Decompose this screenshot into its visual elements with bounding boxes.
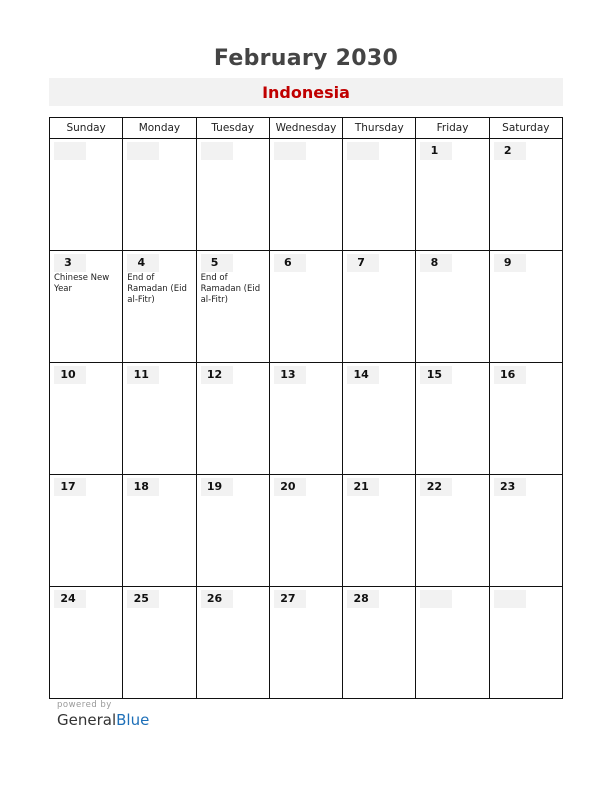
day-number-box <box>201 254 233 272</box>
day-number: 7 <box>357 256 365 269</box>
powered-by-text: powered by <box>57 700 112 710</box>
day-number-box <box>201 142 233 160</box>
day-number: 17 <box>60 480 76 493</box>
day-number-box <box>420 254 452 272</box>
day-number-box <box>54 142 86 160</box>
logo-blue-text: Blue <box>116 711 150 729</box>
day-number: 1 <box>430 144 439 157</box>
branding <box>57 700 149 729</box>
day-cell[interactable] <box>416 363 489 475</box>
day-number-box <box>54 590 86 608</box>
day-cell[interactable] <box>269 475 342 587</box>
day-cell[interactable] <box>343 251 416 363</box>
day-number: 27 <box>280 592 296 605</box>
day-cell[interactable] <box>269 251 342 363</box>
week-row <box>50 363 563 475</box>
day-cell[interactable] <box>123 587 196 699</box>
day-number-box <box>347 590 379 608</box>
day-number: 21 <box>353 480 369 493</box>
day-number-box <box>127 142 159 160</box>
day-number: 23 <box>500 480 516 493</box>
day-number: 26 <box>206 592 223 605</box>
day-cell[interactable] <box>269 587 342 699</box>
day-number: 24 <box>60 592 76 605</box>
day-cell[interactable] <box>416 251 489 363</box>
country-name: Indonesia <box>262 83 350 102</box>
calendar-grid <box>49 117 563 699</box>
day-number: 10 <box>60 368 76 381</box>
day-cell[interactable] <box>50 475 123 587</box>
week-row <box>50 475 563 587</box>
day-number-box <box>494 366 526 384</box>
day-cell[interactable] <box>196 475 269 587</box>
day-cell[interactable] <box>489 251 562 363</box>
day-number-box <box>347 366 379 384</box>
day-number-box <box>274 478 306 496</box>
day-number-box <box>494 590 526 608</box>
day-cell[interactable] <box>50 587 123 699</box>
day-number-box <box>420 478 452 496</box>
weekday-header: Wednesday <box>269 118 342 139</box>
weekday-header: Friday <box>416 118 489 139</box>
day-cell[interactable] <box>123 475 196 587</box>
day-cell[interactable] <box>343 587 416 699</box>
day-number-box <box>494 254 526 272</box>
day-cell[interactable] <box>50 363 123 475</box>
weekday-header: Thursday <box>343 118 416 139</box>
day-number: 8 <box>430 256 439 269</box>
day-number-box <box>127 478 159 496</box>
day-cell[interactable] <box>196 251 269 363</box>
day-number: 18 <box>133 480 149 493</box>
day-number-box <box>494 478 526 496</box>
day-cell[interactable] <box>489 475 562 587</box>
weekday-header: Tuesday <box>196 118 269 139</box>
day-number: 19 <box>206 480 223 493</box>
day-cell[interactable] <box>269 363 342 475</box>
logo-general-text: General <box>57 711 117 729</box>
day-number-box <box>347 478 379 496</box>
day-number-box <box>347 254 379 272</box>
day-number: 15 <box>426 368 443 381</box>
week-row <box>50 251 563 363</box>
day-number: 12 <box>206 368 223 381</box>
page-title: February 2030 <box>213 46 399 71</box>
day-number: 11 <box>133 368 149 381</box>
day-cell[interactable] <box>416 475 489 587</box>
weekday-header-row <box>50 118 563 139</box>
day-cell[interactable] <box>343 139 416 251</box>
week-row <box>50 587 563 699</box>
day-number-box <box>420 590 452 608</box>
day-cell[interactable] <box>343 475 416 587</box>
day-cell[interactable] <box>196 139 269 251</box>
day-number: 6 <box>284 256 292 269</box>
day-number: 28 <box>353 592 369 605</box>
day-number-box <box>127 366 159 384</box>
day-cell[interactable] <box>489 139 562 251</box>
generalblue-logo[interactable] <box>57 711 149 729</box>
day-cell[interactable] <box>123 251 196 363</box>
day-number-box <box>274 590 306 608</box>
day-cell[interactable] <box>269 139 342 251</box>
day-number-box <box>420 366 452 384</box>
weekday-header: Sunday <box>50 118 123 139</box>
day-number: 3 <box>64 256 72 269</box>
day-number: 16 <box>500 368 516 381</box>
weekday-header: Monday <box>123 118 196 139</box>
day-number: 9 <box>503 256 512 269</box>
day-number-box <box>494 142 526 160</box>
day-cell[interactable] <box>196 363 269 475</box>
day-cell[interactable] <box>50 139 123 251</box>
day-cell[interactable] <box>489 587 562 699</box>
day-number: 5 <box>210 256 219 269</box>
day-number: 2 <box>503 144 512 157</box>
day-number-box <box>274 142 306 160</box>
day-number-box <box>127 254 159 272</box>
holiday-label: End of Ramadan (Eid al-Fitr) <box>200 273 261 305</box>
day-number-box <box>201 590 233 608</box>
day-number: 4 <box>137 256 146 269</box>
holiday-label: End of Ramadan (Eid al-Fitr) <box>127 273 187 305</box>
day-number-box <box>127 590 159 608</box>
day-cell[interactable] <box>416 587 489 699</box>
weekday-header: Saturday <box>489 118 562 139</box>
day-number-box <box>54 478 86 496</box>
day-number-box <box>54 366 86 384</box>
day-number-box <box>201 366 233 384</box>
day-cell[interactable] <box>489 363 562 475</box>
holiday-label: Chinese New Year <box>54 273 110 294</box>
day-cell[interactable] <box>50 251 123 363</box>
day-cell[interactable] <box>416 139 489 251</box>
day-number: 25 <box>133 592 149 605</box>
day-number: 14 <box>353 368 369 381</box>
day-cell[interactable] <box>343 363 416 475</box>
day-number-box <box>201 478 233 496</box>
day-number-box <box>54 254 86 272</box>
day-cell[interactable] <box>123 363 196 475</box>
day-number-box <box>347 142 379 160</box>
day-number-box <box>420 142 452 160</box>
day-number: 20 <box>280 480 296 493</box>
day-number-box <box>274 254 306 272</box>
day-cell[interactable] <box>196 587 269 699</box>
day-number: 22 <box>426 480 443 493</box>
day-number: 13 <box>280 368 296 381</box>
day-cell[interactable] <box>123 139 196 251</box>
day-number-box <box>274 366 306 384</box>
week-row <box>50 139 563 251</box>
country-bar <box>49 78 563 106</box>
